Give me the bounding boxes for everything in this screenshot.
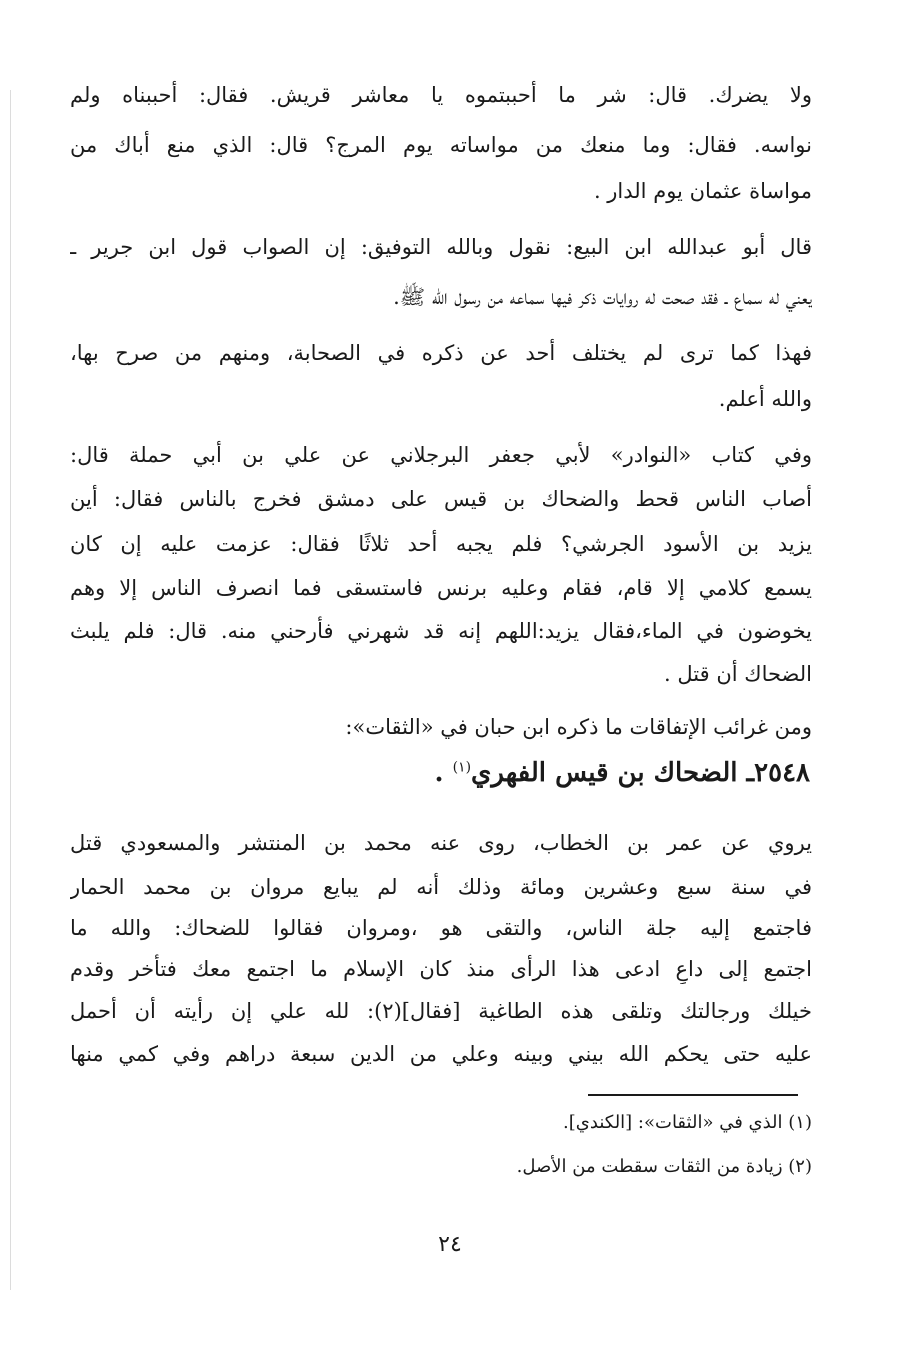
footnote: (١) الذي في «الثقات»: [الكندي]. [563,1112,812,1133]
footnote-ref: (١) [452,759,472,776]
footnote-separator [588,1094,798,1096]
paragraph-line: فهذا كما ترى لم يختلف أحد عن ذكره في الصحابة، ومنهم من صرح بها، [70,341,812,365]
paragraph-line: والله أعلم. [718,387,812,411]
page-number: ٢٤ [438,1232,462,1257]
entry-heading [434,758,810,788]
paragraph-line: فاجتمع إليه جلة الناس، والتقى هو ،ومروان فقالوا للضحاك: والله ما [70,916,812,940]
paragraph-line: يسمع كلامي إلا قام، فقام وعليه برنس فاستسقى فما انصرف الناس إلا وهم [70,576,812,600]
paragraph-line: أصاب الناس قحط والضحاك بن قيس على دمشق فخرج بالناس فقال: أين [70,487,812,511]
paragraph-line: اجتمع إلى داعٍ ادعى هذا الرأى منذ كان الإسلام ما اجتمع معك فتأخر وقدم [70,957,812,981]
paragraph-line: يزيد بن الأسود الجرشي؟ فلم يجبه أحد ثلاثًا فقال: عزمت عليه إن كان [70,532,812,556]
entry-heading-title: ٢٥٤٨ـ الضحاك بن قيس الفهري [471,758,810,788]
paragraph-line: نواسه. فقال: وما منعك من مواساته يوم المرج؟ قال: الذي منع أباك من [70,133,812,157]
paragraph-line: ولا يضرك. قال: شر ما أحببتموه يا معاشر قريش. فقال: أحببناه ولم [70,83,812,107]
paragraph-line: قال أبو عبدالله ابن البيع: نقول وبالله التوفيق: إن الصواب قول ابن جرير ـ [70,235,812,259]
paragraph-line: ومن غرائب الإتفاقات ما ذكره ابن حبان في «الثقات»: [345,715,812,739]
paragraph-line: عليه حتى يحكم الله بيني وبينه وعلي من الدين سبعة دراهم وفي كمي منها [70,1042,812,1066]
paragraph-line: في سنة سبع وعشرين ومائة وذلك أنه لم يبايع مروان بن محمد الحمار [70,875,812,899]
footnote: (٢) زيادة من الثقات سقطت من الأصل. [516,1156,812,1177]
paragraph-line: الضحاك أن قتل . [664,662,812,686]
page-edge-shadow [10,90,11,1290]
paragraph-line: يروي عن عمر بن الخطاب، روى عنه محمد بن المنتشر والمسعودي قتل [70,831,812,855]
paragraph-line: يعني له سماع ـ فقد صحت له روايات ذكر فيها سماعه من رسول الله ﷺ. [393,285,812,309]
heading-trail: . [434,758,444,788]
paragraph-line: يخوضون في الماء،فقال يزيد:اللهم إنه قد شهرني فأرحني منه. قال: فلم يلبث [70,619,812,643]
paragraph-line: وفي كتاب «النوادر» لأبي جعفر البرجلاني عن علي بن أبي حملة قال: [70,443,812,467]
paragraph-line: مواساة عثمان يوم الدار . [593,179,812,203]
paragraph-line: خيلك ورجالتك وتلقى هذه الطاغية [فقال](٢): لله علي إن رأيته أن أحمل [70,999,812,1023]
